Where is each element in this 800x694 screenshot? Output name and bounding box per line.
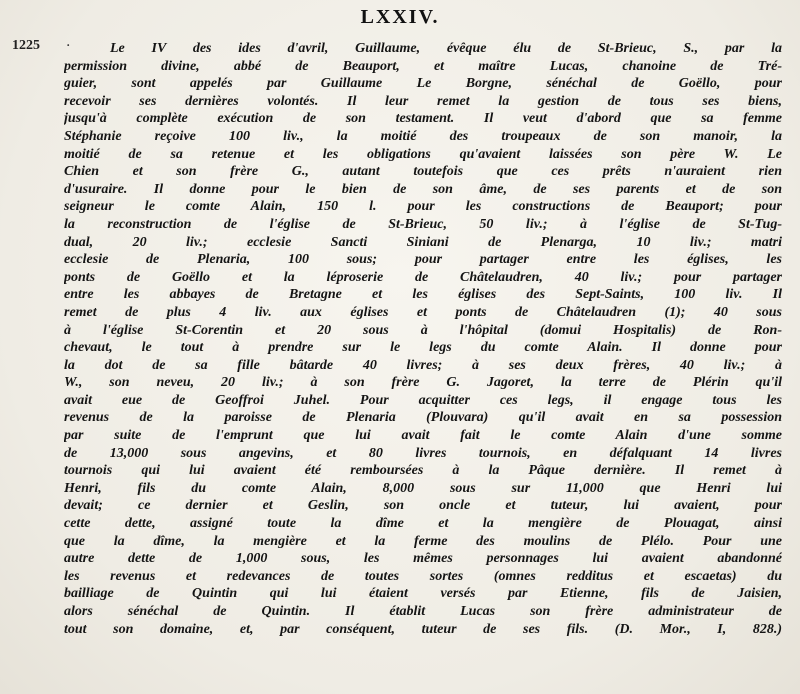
text-line: W., son neveu, 20 liv.; à son frère G. Jagoret, la terre de Plérin qu'il bbox=[64, 375, 782, 391]
text-line: permission divine, abbé de Beauport, et maître Lucas, chanoine de Tré- bbox=[64, 58, 782, 74]
text-line: jusqu'à complète exécution de son testament. Il veut d'abord que sa femme bbox=[64, 111, 782, 127]
text-line: autre dette de 1,000 sous, les mêmes personnages lui avaient abandonné bbox=[64, 551, 782, 567]
text-line: guier, sont appelés par Guillaume Le Borgne, sénéchal de Goëllo, pour bbox=[64, 76, 782, 92]
text-line: chevaut, le tout à prendre sur le legs du comte Alain. Il donne pour bbox=[64, 340, 782, 356]
margin-mark: · bbox=[66, 38, 71, 54]
text-line: entre les abbayes de Bretagne et les églises des Sept-Saints, 100 liv. Il bbox=[64, 287, 782, 303]
text-line: Henri, fils du comte Alain, 8,000 sous sur 11,000 que Henri lui bbox=[64, 480, 782, 496]
text-line: bailliage de Quintin qui lui étaient versés par Etienne, fils de Jaisien, bbox=[64, 586, 782, 602]
charter-text bbox=[64, 40, 782, 638]
text-line: alors sénéchal de Quintin. Il établit Lucas son frère administrateur de bbox=[64, 604, 782, 619]
text-line: remet de plus 4 liv. aux églises et ponts de Châtelaudren (1); 40 sous bbox=[64, 304, 782, 320]
text-line: les revenus et redevances de toutes sortes (omnes redditus et escaetas) du bbox=[64, 568, 782, 584]
text-line: à l'église St-Corentin et 20 sous à l'hôpital (domui Hospitalis) de Ron- bbox=[64, 322, 782, 338]
text-line: la reconstruction de l'église de St-Brieuc, 50 liv.; à l'église de St-Tug- bbox=[64, 216, 782, 232]
text-line: tournois qui lui avaient été remboursées à la Pâque dernière. Il remet à bbox=[64, 463, 782, 479]
text-line: la dot de sa fille bâtarde 40 livres; à ses deux frères, 40 liv.; à bbox=[64, 357, 782, 373]
text-line: cette dette, assigné toute la dîme et la mengière de Plouagat, ainsi bbox=[64, 516, 782, 532]
text-line: revenus de la paroisse de Plenaria (Plouvara) qu'il avait en sa possession bbox=[64, 410, 782, 426]
text-line: Le IV des ides d'avril, Guillaume, évêque élu de St-Brieuc, S., par la bbox=[110, 41, 782, 56]
text-line: recevoir ses dernières volontés. Il leur remet la gestion de tous ses biens, bbox=[64, 93, 782, 109]
text-line: par suite de l'emprunt que lui avait fait le comte Alain d'une somme bbox=[64, 428, 782, 444]
text-line: ponts de Goëllo et la léproserie de Châtelaudren, 40 liv.; pour partager bbox=[64, 269, 782, 285]
text-line: que la dîme, la mengière et la ferme des moulins de Plélo. Pour une bbox=[64, 533, 782, 549]
charter-number-heading: LXXIV. bbox=[360, 6, 440, 28]
text-line: de 13,000 sous angevins, et 80 livres tournois, en défalquant 14 livres bbox=[64, 445, 782, 461]
text-line: Stéphanie reçoive 100 liv., la moitié des troupeaux de son manoir, la bbox=[64, 128, 782, 144]
text-line: devait; ce dernier et Geslin, son oncle et tuteur, lui avaient, pour bbox=[64, 498, 782, 514]
text-line: dual, 20 liv.; ecclesie Sancti Siniani de Plenarga, 10 liv.; matri bbox=[64, 234, 782, 250]
text-line: d'usuraire. Il donne pour le bien de son âme, de ses parents et de son bbox=[64, 181, 782, 197]
margin-year: 1225 bbox=[12, 38, 40, 53]
text-line: seigneur le comte Alain, 150 l. pour les constructions de Beauport; pour bbox=[64, 199, 782, 215]
text-line: moitié de sa retenue et les obligations qu'avaient laissées son père W. Le bbox=[64, 146, 782, 162]
text-line: avait eue de Geoffroi Juhel. Pour acquitter ces legs, il engage tous les bbox=[64, 392, 782, 408]
text-line: Chien et son frère G., autant toutefois que ces prêts n'auraient rien bbox=[64, 164, 782, 180]
text-line: ecclesie de Plenaria, 100 sous; pour partager entre les églises, les bbox=[64, 252, 782, 268]
text-line: tout son domaine, et, par conséquent, tuteur de ses fils. (D. Mor., I, 828.) bbox=[64, 621, 782, 637]
